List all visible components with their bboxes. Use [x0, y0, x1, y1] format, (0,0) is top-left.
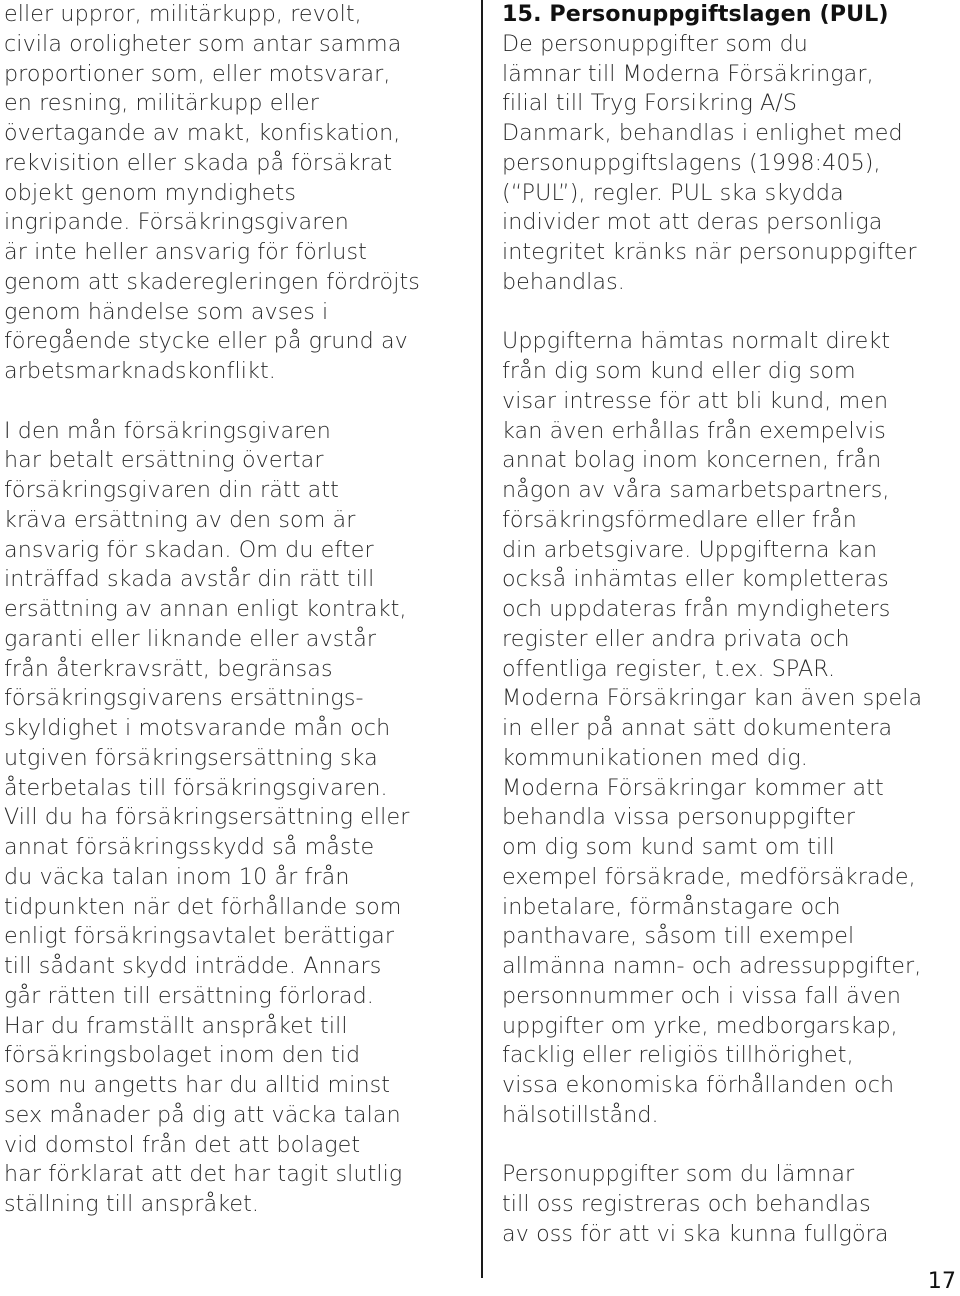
text-line: Har du framställt anspråket till	[4, 1012, 348, 1039]
text-line: av oss för att vi ska kunna fullgöra	[502, 1220, 889, 1247]
text-line: är inte heller ansvarig för förlust	[4, 239, 367, 265]
paragraph	[4, 417, 474, 1220]
text-line: integritet kränks när personuppgifter	[502, 239, 917, 265]
text-line: kommunikationen med dig.	[502, 744, 808, 771]
text-line: in eller på annat sätt dokumentera	[502, 715, 893, 741]
text-line: försäkringsbolaget inom den tid	[4, 1042, 361, 1069]
text-line: arbetsmarknadskonflikt.	[4, 358, 276, 384]
text-line: inträffad skada avstår din rätt till	[4, 566, 375, 593]
text-line: De personuppgifter som du	[502, 30, 808, 57]
text-line: annat bolag inom koncernen, från	[502, 447, 882, 474]
text-line: civila oroligheter som antar samma	[4, 30, 402, 57]
text-line: försäkringsgivarens ersättnings-	[4, 685, 364, 712]
paragraph	[4, 0, 474, 387]
text-line: utgiven försäkringsersättning ska	[4, 744, 378, 771]
paragraph	[502, 327, 958, 1130]
text-line: exempel försäkrade, medförsäkrade,	[502, 863, 916, 890]
paragraph-gap	[502, 298, 958, 328]
text-line: återbetalas till försäkringsgivaren.	[4, 774, 388, 801]
column-divider	[481, 0, 483, 1278]
text-line: filial till Tryg Forsikring A/S	[502, 90, 798, 117]
text-line: inbetalare, förmånstagare och	[502, 893, 841, 920]
text-line: Personuppgifter som du lämnar	[502, 1161, 855, 1188]
text-line: någon av våra samarbetspartners,	[502, 477, 890, 503]
text-line: har förklarat att det har tagit slutlig	[4, 1161, 403, 1188]
text-line: om dig som kund samt om till	[502, 834, 835, 860]
text-line: hälsotillstånd.	[502, 1101, 659, 1128]
text-line: från dig som kund eller dig som	[502, 358, 856, 384]
left-column	[4, 0, 474, 1220]
text-line: allmänna namn- och adressuppgifter,	[502, 953, 922, 979]
text-line: ersättning av annan enligt kontrakt,	[4, 596, 407, 622]
text-line: genom att skaderegleringen fördröjts	[4, 268, 420, 295]
text-line: ingripande. Försäkringsgivaren	[4, 209, 349, 236]
text-line: individer mot att deras personliga	[502, 209, 883, 236]
text-line: kräva ersättning av den som är	[4, 506, 356, 533]
text-line: och uppdateras från myndigheters	[502, 596, 891, 622]
text-line: kan även erhållas från exempelvis	[502, 417, 886, 444]
text-line: rekvisition eller skada på försäkrat	[4, 149, 393, 176]
text-line: från återkravsrätt, begränsas	[4, 655, 333, 682]
text-line: också inhämtas eller kompletteras	[502, 566, 889, 593]
text-line: behandlas.	[502, 268, 625, 295]
text-line: Uppgifterna hämtas normalt direkt	[502, 328, 891, 355]
paragraph	[502, 1160, 958, 1249]
text-line: en resning, militärkupp eller	[4, 90, 319, 117]
text-line: behandla vissa personuppgifter	[502, 804, 856, 831]
text-line: övertagande av makt, konfiskation,	[4, 120, 401, 146]
text-line: skyldighet i motsvarande mån och	[4, 715, 391, 741]
text-line: personnummer och i vissa fall även	[502, 982, 902, 1009]
text-line: panthavare, såsom till exempel	[502, 923, 855, 950]
section-heading: 15. Personuppgiftslagen (PUL)	[502, 1, 889, 27]
text-line: föregående stycke eller på grund av	[4, 328, 408, 355]
text-line: till oss registreras och behandlas	[502, 1191, 871, 1217]
text-line: Vill du ha försäkringsersättning eller	[4, 804, 410, 831]
paragraph-gap	[502, 1131, 958, 1161]
text-line: uppgifter om yrke, medborgarskap,	[502, 1012, 898, 1039]
text-line: register eller andra privata och	[502, 625, 850, 652]
text-line: facklig eller religiös tillhörighet,	[502, 1042, 854, 1069]
text-line: Moderna Försäkringar kommer att	[502, 774, 884, 801]
page-number: 17	[927, 1268, 956, 1294]
text-line: tidpunkten när det förhållande som	[4, 893, 402, 920]
paragraph-gap	[4, 387, 474, 417]
text-line: har betalt ersättning övertar	[4, 447, 324, 474]
text-line: annat försäkringsskydd så måste	[4, 834, 375, 860]
text-line: visar intresse för att bli kund, men	[502, 387, 889, 414]
text-line: du väcka talan inom 10 år från	[4, 863, 350, 890]
right-column	[502, 0, 958, 1250]
text-line: till sådant skydd inträdde. Annars	[4, 953, 382, 979]
text-line: proportioner som, eller motsvarar,	[4, 60, 391, 87]
paragraph	[502, 30, 958, 298]
text-line: lämnar till Moderna Försäkringar,	[502, 60, 874, 87]
text-line: personuppgiftslagens (1998:405),	[502, 149, 881, 176]
text-line: (“PUL”), regler. PUL ska skydda	[502, 179, 844, 206]
text-line: garanti eller liknande eller avstår	[4, 625, 377, 652]
text-line: sex månader på dig att väcka talan	[4, 1101, 401, 1128]
text-line: objekt genom myndighets	[4, 179, 296, 206]
text-line: försäkringsförmedlare eller från	[502, 506, 857, 533]
text-line: I den mån försäkringsgivaren	[4, 417, 331, 444]
text-line: enligt försäkringsavtalet berättigar	[4, 923, 395, 950]
text-line: försäkringsgivaren din rätt att	[4, 477, 339, 503]
text-line: Moderna Försäkringar kan även spela	[502, 685, 923, 712]
text-line: vissa ekonomiska förhållanden och	[502, 1072, 895, 1098]
text-line: vid domstol från det att bolaget	[4, 1131, 361, 1158]
text-line: ställning till anspråket.	[4, 1191, 260, 1217]
text-line: som nu angetts har du alltid minst	[4, 1072, 391, 1098]
text-line: Danmark, behandlas i enlighet med	[502, 120, 903, 146]
text-line: eller uppror, militärkupp, revolt,	[4, 1, 362, 27]
text-line: offentliga register, t.ex. SPAR.	[502, 655, 836, 682]
text-line: din arbetsgivare. Uppgifterna kan	[502, 536, 878, 563]
text-line: går rätten till ersättning förlorad.	[4, 982, 374, 1009]
text-line: ansvarig för skadan. Om du efter	[4, 536, 374, 563]
text-line: genom händelse som avses i	[4, 298, 329, 325]
